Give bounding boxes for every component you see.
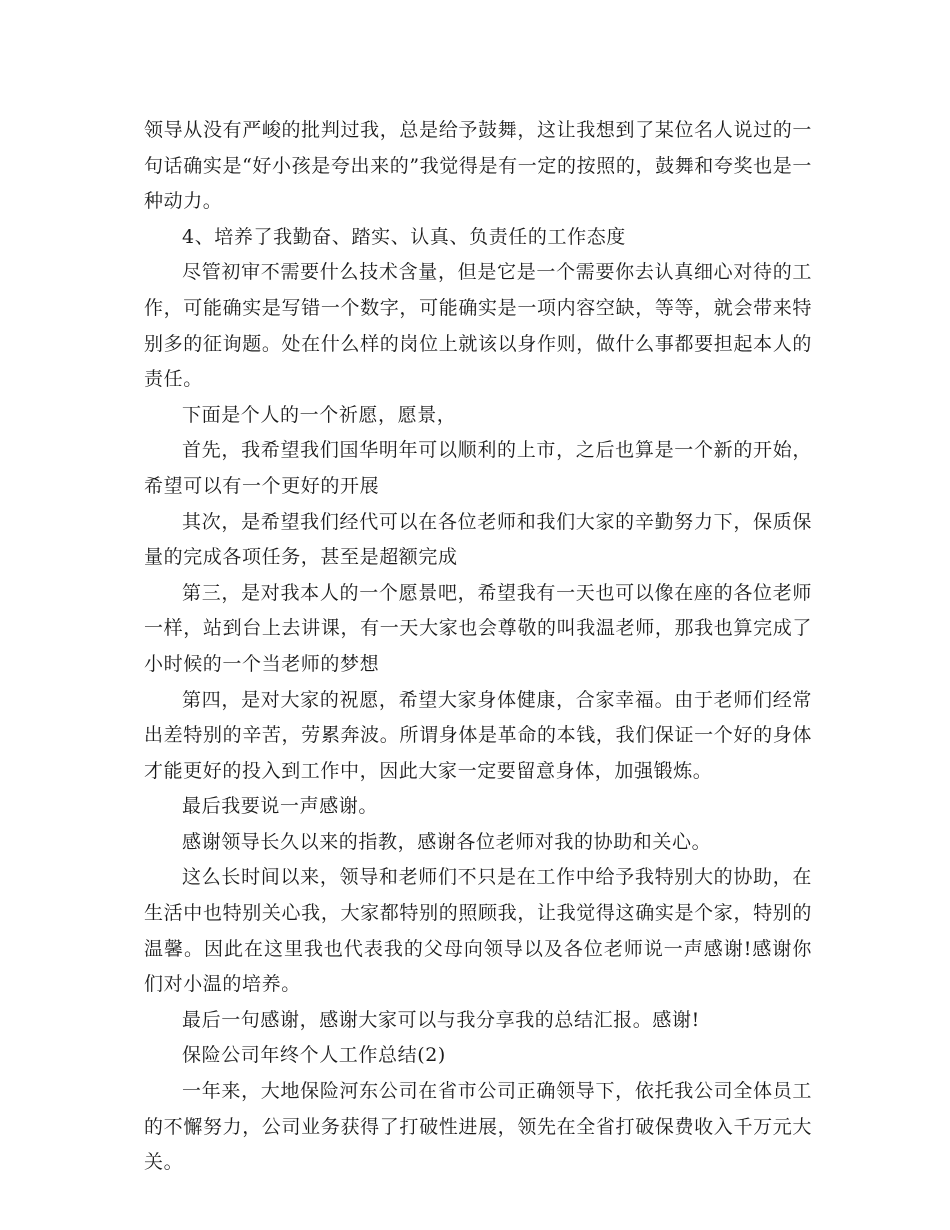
paragraph-heading-4: 4、培养了我勤奋、踏实、认真、负责任的工作态度	[182, 225, 626, 248]
paragraph: 第四，是对大家的祝愿，希望大家身体健康，合家幸福。由于老师们经常出差特别的辛苦，劳累奔波。所谓身体是革命的本钱，我们保证一个好的身体才能更好的投入到工作中，因此大家一定要留意身体，加强锻炼。	[144, 688, 812, 782]
paragraph: 最后我要说一声感谢。	[182, 795, 379, 818]
paragraph: 第三，是对我本人的一个愿景吧，希望我有一天也可以像在座的各位老师一样，站到台上去讲课，有一天大家也会尊敬的叫我温老师，那我也算完成了小时候的一个当老师的梦想	[144, 581, 812, 675]
paragraph-continuation: 领导从没有严峻的批判过我，总是给予鼓舞，这让我想到了某位名人说过的一句话确实是“好小孩是夸出来的”我觉得是有一定的按照的，鼓舞和夸奖也是一种动力。	[144, 119, 812, 213]
paragraph: 尽管初审不需要什么技术含量，但是它是一个需要你去认真细心对待的工作，可能确实是写错一个数字，可能确实是一项内容空缺，等等，就会带来特别多的征询题。处在什么样的岗位上就该以身作则，做什么事都要担起本人的责任。	[144, 261, 812, 391]
document-body	[144, 113, 812, 1181]
section-title: 保险公司年终个人工作总结(2)	[182, 1044, 446, 1067]
paragraph: 最后一句感谢，感谢大家可以与我分享我的总结汇报。感谢!	[182, 1008, 700, 1031]
paragraph: 下面是个人的一个祈愿，愿景，	[182, 403, 457, 426]
paragraph: 感谢领导长久以来的指教，感谢各位老师对我的协助和关心。	[182, 830, 712, 853]
paragraph: 这么长时间以来，领导和老师们不只是在工作中给予我特别大的协助，在生活中也特别关心我，大家都特别的照顾我，让我觉得这确实是个家，特别的温馨。因此在这里我也代表我的父母向领导以及各位老师说一声感谢!感谢你们对小温的培养。	[144, 866, 812, 996]
paragraph: 一年来，大地保险河东公司在省市公司正确领导下，依托我公司全体员工的不懈努力，公司业务获得了打破性进展，领先在全省打破保费收入千万元大关。	[144, 1080, 812, 1174]
paragraph: 首先，我希望我们国华明年可以顺利的上市，之后也算是一个新的开始，希望可以有一个更好的开展	[144, 439, 812, 497]
paragraph: 其次，是希望我们经代可以在各位老师和我们大家的辛勤努力下，保质保量的完成各项任务，甚至是超额完成	[144, 510, 812, 569]
